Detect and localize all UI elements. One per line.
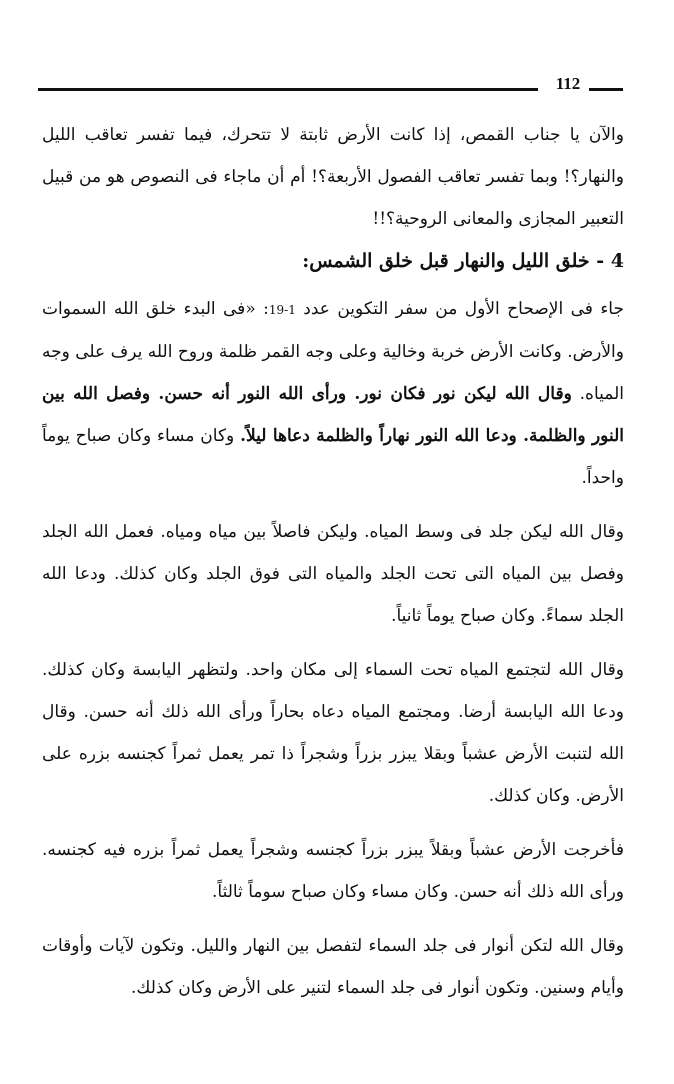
paragraph-2-part1: : «فى البدء خلق الله السموات والأرض. وكانت الأرض خربة وخالية وعلى وجه القمر ظلمة وروح الله يرف على وجه المياه. bbox=[42, 299, 624, 404]
paragraph-2-end: وكان مساء وكان صباح يوماً واحداً. bbox=[42, 426, 624, 488]
paragraph-2-intro: جاء فى الإصحاح الأول من سفر التكوين عدد bbox=[303, 299, 624, 319]
paragraph-3: وقال الله ليكن جلد فى وسط المياه. وليكن فاصلاً بين مياه ومياه. فعمل الله الجلد وفصل بين المياه التى تحت الجلد والمياه التى فوق الجلد وكان كذلك. ودعا الله الجلد سماءً. وكان صباح يوماً ثانياً. bbox=[42, 522, 624, 626]
page-number: 112 bbox=[555, 74, 581, 93]
paragraph-5: فأخرجت الأرض عشباً وبقلاً يبزر بزراً كجنسه وشجراً يعمل ثمراً بزره فيه كجنسه. ورأى الله ذلك أنه حسن. وكان مساء وكان صباح سوماً ثالثاً. bbox=[42, 840, 624, 902]
paragraph-4: وقال الله لتجتمع المياه تحت السماء إلى مكان واحد. ولتظهر اليابسة وكان كذلك. ودعا الله اليابسة أرضا. ومجتمع المياه دعاه بحاراً ورأى الله ذلك أنه حسن. وقال الله لتنبت الأرض عشباً وبقلا يبزر بزراً وشجراً ذا تمر يعمل ثمراً كجنسه بزره على الأرض. وكان كذلك. bbox=[42, 660, 624, 806]
header-rule-long bbox=[38, 88, 538, 91]
page-body bbox=[42, 114, 624, 1009]
header-rule-short bbox=[589, 88, 623, 91]
paragraph-6: وقال الله لتكن أنوار فى جلد السماء لتفصل بين النهار والليل. وتكون لآيات وأوقات وأيام وسنين. وتكون أنوار فى جلد السماء لتنير على الأرض وكان كذلك. bbox=[42, 936, 624, 998]
section-heading: 4 - خلق الليل والنهار قبل خلق الشمس: bbox=[302, 250, 624, 272]
verse-reference: 1-19 bbox=[268, 303, 296, 317]
paragraph-1: والآن يا جناب القمص، إذا كانت الأرض ثابتة لا تتحرك، فيما تفسر تعاقب الليل والنهار؟! وبما تفسر تعاقب الفصول الأربعة؟! أم أن ماجاء فى النصوص هو من قبيل التعبير المجازى والمعانى الروحية؟!! bbox=[42, 125, 624, 229]
paragraph-2-bold-quote: وقال الله ليكن نور فكان نور. ورأى الله النور أنه حسن. وفصل الله بين النور والظلمة. ودعا الله النور نهاراً والظلمة دعاها ليلاً. bbox=[42, 384, 624, 446]
paragraph-2 bbox=[42, 288, 624, 499]
page-header bbox=[38, 70, 623, 100]
